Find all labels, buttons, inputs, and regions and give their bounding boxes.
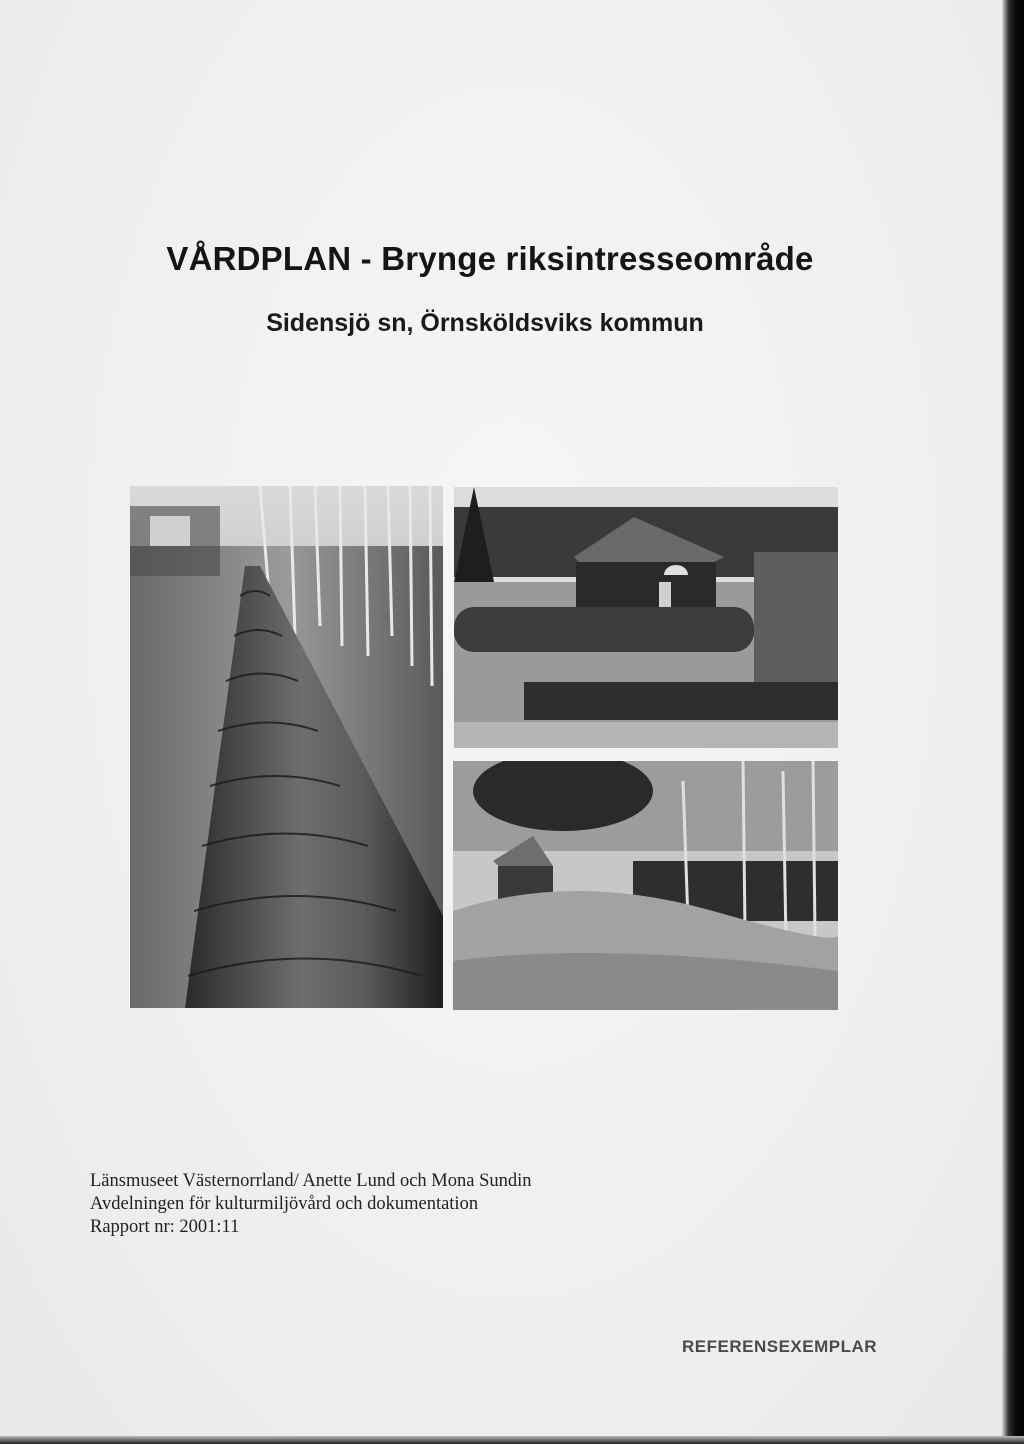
credits-block (90, 1170, 532, 1239)
credits-authors: Länsmuseet Västernorrland/ Anette Lund och Mona Sundin (90, 1171, 532, 1191)
document-subtitle: Sidensjö sn, Örnsköldsviks kommun (266, 309, 704, 337)
credits-department: Avdelningen för kulturmiljövård och dokumentation (90, 1194, 479, 1214)
scan-edge-right (1002, 0, 1024, 1444)
credits-report-number: Rapport nr: 2001:11 (90, 1217, 240, 1237)
scan-edge-bottom (0, 1436, 1024, 1444)
document-title: VÅRDPLAN - Brynge riksintresseområde (166, 240, 814, 277)
pipeline-photo (130, 486, 443, 1008)
reference-stamp: REFERENSEXEMPLAR (682, 1337, 878, 1356)
cabin-photo (453, 761, 838, 1010)
powerhouse-photo (454, 487, 838, 748)
